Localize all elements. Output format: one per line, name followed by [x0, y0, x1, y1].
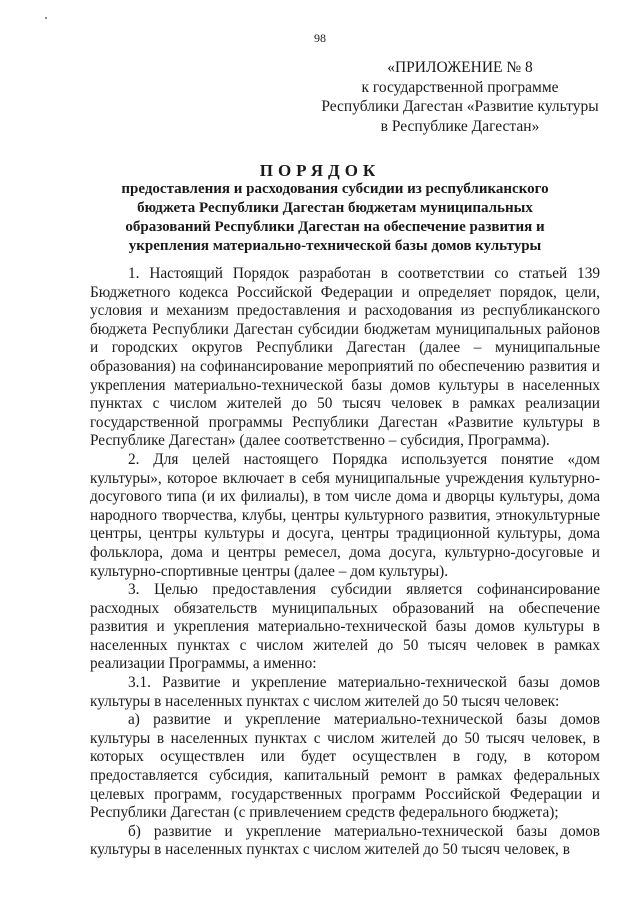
paragraph-3-1-a: а) развитие и укрепление материально-технической базы домов культуры в населенных пунктах с числом жителей до 50 тысяч человек, в которых осуществлен или будет осуществлен в году, в котором предоставляется субсидия, капитальный ремонт в рамках федеральных целевых программ, государственных программ Российской Федерации и Республики Дагестан (с привлечением средств федерального бюджета);	[90, 711, 600, 822]
page-number: 98	[314, 31, 326, 45]
appendix-line-1: «ПРИЛОЖЕНИЕ № 8	[387, 59, 533, 76]
subtitle-line-1: предоставления и расходования субсидии из республиканского	[121, 181, 549, 197]
paragraph-3-1-b: б) развитие и укрепление материально-технической базы домов культуры в населенных пунктах с числом жителей до 50 тысяч человек, в	[90, 822, 600, 859]
scan-speck	[45, 17, 47, 19]
document-title: ПОРЯДОК	[259, 161, 381, 180]
paragraph-3: 3. Целью предоставления субсидии является софинансирование расходных обязательств муниципальных образований на обеспечение развития и укрепления материально-технической базы домов культуры в населенных пунктах с числом жителей до 50 тысяч человек в рамках реализации Программы, а именно:	[90, 581, 600, 673]
paragraph-1: 1. Настоящий Порядок разработан в соответствии со статьей 139 Бюджетного кодекса Российской Федерации и определяет порядок, цели, условия и механизм предоставления и расходования из республиканского бюджета Республики Дагестан субсидии бюджетам муниципальных районов и городских округов Республики Дагестан (далее – муниципальные образования) на софинансирование мероприятий по обеспечению развития и укрепления материально-технической базы домов культуры в населенных пунктах с числом жителей до 50 тысяч человек в рамках реализации государственной программы Республики Дагестан «Развитие культуры в Республике Дагестан» (далее соответственно – субсидия, Программа).	[90, 265, 600, 450]
subtitle-line-2: бюджета Республики Дагестан бюджетам муниципальных	[137, 200, 533, 216]
paragraph-3-1: 3.1. Развитие и укрепление материально-технической базы домов культуры в населенных пунктах с числом жителей до 50 тысяч человек:	[90, 674, 600, 710]
appendix-line-2: к государственной программе	[361, 78, 559, 96]
document-subtitle	[120, 180, 550, 256]
subtitle-line-4: укрепления материально-технической базы домов культуры	[128, 238, 542, 254]
subtitle-line-3: образований Республики Дагестан на обеспечение развития и	[125, 219, 545, 235]
document-body	[90, 265, 600, 860]
paragraph-2: 2. Для целей настоящего Порядка используется понятие «дом культуры», которое включает в себя муниципальные учреждения культурно-досугового типа (и их филиалы), в том числе дома и дворцы культуры, дома народного творчества, клубы, центры культурного развития, этнокультурные центры, центры культуры и досуга, центры традиционной культуры, дома фольклора, дома и центры ремесел, дома досуга, культурно-досуговые и культурно-спортивные центры (далее – дом культуры).	[90, 450, 600, 580]
appendix-header	[300, 58, 620, 136]
appendix-line-4: в Республике Дагестан»	[380, 117, 540, 135]
appendix-line-3: Республики Дагестан «Развитие культуры	[321, 98, 599, 115]
